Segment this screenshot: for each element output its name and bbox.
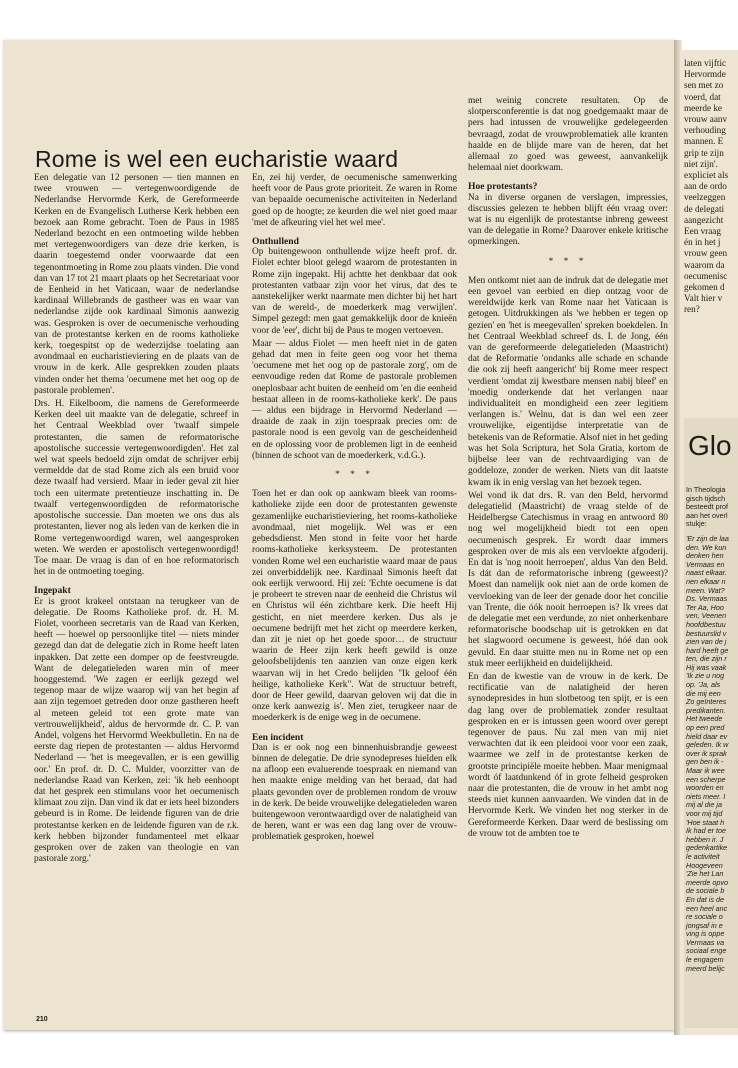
adjacent-text-line: én in het j	[684, 237, 721, 248]
paragraph: Op buitengewoon onthullende wijze heeft prof. dr. Fiolet echter bloot gelegd waarom de protestanten in Rome zijn ingepakt. Hij achtte het denkbaar dat ook protestanten vatbaar zijn voor het virus, dat des te aanstekelijker werkt naarmate men dichter bij het hart van de wereld-, de moederkerk mag verwijlen'. Simpel gezegd: men gaat gemakkelijk door de knieën voor de 'eer', dicht bij de Paus te mogen vertoeven.	[252, 247, 457, 336]
sidebar-body-line: Ter Aa, Hoo	[686, 602, 724, 612]
sidebar-body-line: Ds. Vermaas	[686, 594, 728, 604]
adjacent-text-line: mannen. E	[684, 136, 724, 147]
sidebar-body-line: geleden. Ik w	[686, 740, 729, 750]
sidebar-body-line: predikanten.	[686, 705, 726, 715]
paragraph: En dan de kwestie van de vrouw in de kerk. De rectificatie van de nalatigheid der heren synodepresides in hun slotbetoog ten spijt, er is een dag lang over de problematiek zonder resultaat gesproken en er is intussen geen woord over gerept tegenover de paus. Nu zal men van mij niet verwachten dat ik een pleidooi voor voor een zaak, waarmee we zelf in de protestantse kerken de grootste principiële moeite hebben. Maar menigmaal wordt óf laatdunkend óf in grote felheid gesproken naar die protestanten, die de vrouw in het ambt nog steeds niet kunnen aanvaarden. We vinden dat in de Hervormde Kerk. We vinden het nog sterker in de Gereformeerde Kerken. Daar werd de beslissing om de vrouw tot de ambten toe te	[468, 671, 668, 839]
article-column-2	[252, 173, 457, 1015]
sidebar-body-line: le engagem	[686, 955, 724, 965]
adjacent-text-line: vrouw aanv	[684, 114, 728, 125]
paragraph: Wel vond ik dat drs. R. van den Beld, hervormd delegatielid (Maastricht) de vraag stelde of de Heidelbergse Catechismus in vraag en antwoord 80 nog wel mogelijkheid biedt tot een open oecumenisch gesprek. Er wordt daar immers gesproken over de mis als een vervloekte afgoderij. En dat is 'nog nooit herroepen', aldus Van den Beld. Is dát dan de reformatorische inbreng (geweest)? Moest dan namelijk ook niet aan de orde komen de vervloeking van de leer der genade door het concilie van Trente, die óók nooit herroepen is? Ik vrees dat de delegatie met een verdunde, zo niet onherkenbare reformatorische boodschap uit is getrokken en dat het slagwoord oecumene is geweest, hóé dan ook gevuld. En daar stuitte men nu in Rome net op een stuk meer eerlijkheid en duidelijkheid.	[468, 490, 668, 669]
adjacent-text-line: voerd, dat	[684, 91, 721, 102]
adjacent-text-line: Hervormde	[684, 69, 726, 80]
sidebar-body-line: sociaal enge	[686, 946, 727, 956]
sidebar-body-line: ven, Veenen	[686, 611, 727, 621]
sidebar-body-line: 'Ik zie u nog	[686, 671, 725, 681]
sidebar-body-line: hield daar ev	[686, 731, 728, 741]
adjacent-text-line: veelzeggen	[684, 192, 726, 203]
paragraph: met weinig concrete resultaten. Op de slotpersconferentie is dat nog goedgemaakt maar de pers had intussen de vrouwelijke gedelegeerden bevraagd, zodat de vrouwproblematiek alle kranten haalde en de blijde mare van de heren, dat het allemaal zo goed was geweest, aanvankelijk helemaal niet doorkwam.	[468, 96, 668, 174]
sidebar-body-line: gedenkartike	[686, 843, 728, 853]
sidebar-body-line: mij al die ja	[686, 800, 722, 810]
adjacent-text-line: verhouding	[684, 125, 726, 136]
section-heading: Een incident	[252, 731, 304, 743]
sidebar-body-line: hard heeft ge	[686, 645, 729, 655]
paragraph: Drs. H. Eikelboom, die namens de Gereformeerde Kerken deel uit maakte van de delegatie, schreef in het Centraal Weekblad over 'twaalf simpele protestanten, die samen de reformatorische apostolische successie vertegenwoordigden'. Het zal wel wat speels bedoeld zijn omdat de schrijver erbij vermeldde dat de stad Rome zich als een bruid voor deze twaalf had versierd. Maar in ieder geval zit hier toch een uitermate pretentieuze inschatting in. De twaalf vertegenwoordigden de reformatorische apostolische successie. Dan moeten we ons dus als protestanten, liever nog als leden van de kerken die in Rome vertegenwoordigd waren, wel aangesproken weten. We werden er apostolisch vertegenwoordigd! Toe maar. De vraag is dan of en hoe reformatorisch het in de ontmoeting toeging.	[34, 399, 239, 578]
sidebar-body-line: jongsaf in e	[686, 920, 723, 930]
paragraph: En, zei hij verder, de oecumenische samenwerking heeft voor de Paus grote prioriteit. Ze waren in Rome van bepaalde oecumenische activiteiten in Nederland goed op de hoogte; ze keurden die wel niet goed maar 'met de afkeuring viel het wel mee'.	[252, 173, 457, 228]
sidebar-box-title: Glo	[688, 430, 732, 461]
sidebar-body-line: 'Zie het Lan	[686, 869, 724, 879]
article-column-3	[468, 96, 668, 1014]
sidebar-body-line: le activiteit	[686, 851, 720, 861]
sidebar-box-body	[686, 535, 738, 973]
sidebar-body-line: meerde opvo	[686, 877, 728, 887]
adjacent-text-line: expliciet als	[684, 170, 729, 181]
sidebar-body-line: hebben ir. J	[686, 834, 724, 844]
sidebar-body-line: die mij een	[686, 688, 721, 698]
paragraph: Een delegatie van 12 personen — tien mannen en twee vrouwen — vertegenwoordigende de Nederlandse Hervormde Kerk, de Gereformeerde Kerken en de Evangelisch Lutherse Kerk hebben een bezoek aan Rome gebracht. Toen de Paus in 1985 Nederland bezocht en een ontmoeting wilde hebben met vertegenwoordigers van deze drie kerken, is daarin toegestemd onder voorwaarde dat een tegenontmoeting in Rome zou plaats vinden. Die vond dan van 17 tot 21 maart plaats op het Secretariaat voor de Eenheid in het Vaticaan, waar de nederlandse kardinaal Willebrands de gastheer was en waar van nederlandse zijde ook kardinaal Simonis aanwezig was. Gesproken is over de oecumenische verhouding van de protestantse kerken en de rooms katholieke kerk, toegespitst op de wederzijdse toelating aan avondmaal en eucharistieviering en de plaats van de vrouw in de kerk. Alle gesprekken zouden plaats vinden onder het thema 'oecumene met het oog op de pastorale problemen'.	[34, 173, 239, 396]
sidebar-body-line: Vermaas en	[686, 559, 725, 569]
paragraph: Toen het er dan ook op aankwam bleek van rooms-katholieke zijde een door de protestanten gewenste gezamenlijke eucharistieviering, het rooms-katholieke avondmaal, niet mogelijk. Wel was er een gebedsdienst. Men stond in feite voor het harde rooms-katholieke kerksysteem. De protestanten vonden Rome wel een eucharistie waard maar de paus zei onverbiddelijk nee. Kardinaal Simonis heeft dat ook eerlijk verwoord. Hij zei: 'Echte oecumene is dat je probeert te streven naar de eenheid die Christus wil en Christus wil één zichtbare kerk. Die heeft Hij gesticht, en niet meerdere kerken. Dus als je oecumene bedrijft met het zicht op meerdere kerken, dan zit je niet op het goede spoor… de structuur waarin de Heer zijn kerk heeft gewild is onze geloofsbelijdenis ten aanzien van onze eigen kerk waarvan wij in het Credo belijden "Ik geloof één heilige, katholieke Kerk". Wat de structuur betreft, door de Heer gewild, daarvan geloven wij dat die in onze kerk aanwezig is'. Men ziet, terugkeer naar de moederkerk is de enige weg in de oecumene.	[252, 489, 457, 724]
sidebar-body-line: een scherpe	[686, 774, 726, 784]
sidebar-intro-line: besteedt prof	[686, 502, 728, 512]
sidebar-body-line: ving is oppe	[686, 929, 725, 939]
article-title: Rome is wel een eucharistie waard	[35, 146, 399, 172]
adjacent-text-line: Valt hier v	[684, 293, 723, 304]
sidebar-box-intro	[686, 486, 738, 529]
sidebar-body-line: En dat is de	[686, 894, 724, 904]
sidebar-body-line: nen elkaar n	[686, 576, 726, 586]
sidebar-body-line: Het tweede	[686, 714, 723, 724]
sidebar-body-line: niets meer. I	[686, 791, 726, 801]
sidebar-body-line: een heel anc	[686, 903, 728, 913]
sidebar-body-line: meerd belijc	[686, 963, 725, 973]
sidebar-body-line: re sociale o	[686, 912, 723, 922]
sidebar-body-line: hoofdbestuu	[686, 619, 726, 629]
article-column-1	[34, 173, 239, 1015]
section-divider: * * *	[548, 256, 588, 267]
adjacent-text-line: ren?	[684, 304, 700, 315]
adjacent-text-line: laten vijftic	[684, 58, 727, 68]
sidebar-body-line: zien van de j	[686, 637, 727, 647]
adjacent-text-line: de delegati	[684, 203, 725, 214]
sidebar-body-line: Zo geïnteres	[686, 697, 727, 707]
sidebar-body-line: den. We kun	[686, 542, 727, 552]
sidebar-body-line: gen ben ik -	[686, 757, 724, 767]
section-heading: Onthullend	[252, 236, 299, 248]
sidebar-body-line: meen. Wat?	[686, 585, 725, 595]
sidebar-body-line: 'Hoe staat h	[686, 817, 725, 827]
sidebar-body-line: Hoogeveen	[686, 860, 723, 870]
sidebar-body-line: de sociale b	[686, 886, 725, 896]
sidebar-body-line: voor mij tijd	[686, 808, 723, 818]
adjacent-text-line: vrouw geen	[684, 248, 728, 259]
section-heading: Hoe protestants?	[468, 181, 538, 193]
adjacent-page-column	[684, 58, 736, 378]
section-divider: * * *	[335, 470, 374, 481]
adjacent-text-line: Een vraag	[684, 226, 721, 237]
sidebar-body-line: op een pred	[686, 723, 725, 733]
paragraph: Men ontkomt niet aan de indruk dat de delegatie met een gevoel van eerbied en diep ontzag voor de wereldwijde kerk van Rome naar het Vaticaan is getogen. Uitdrukkingen als 'we hebben er tegen op gezien' en 'het is meegevallen' spreken boekdelen. In het Centraal Weekblad schreef ds. I. de Jong, één van de gereformeerde delegatieleden (Maastricht) dat de Reformatie 'ondanks alle schade en schande die ook zij heeft aangericht' bij Rome meer respect verdient 'omdat zij kwestbare mensen nabij bleef' en 'moedig onderkende dat het verlangen naar individualiteit en mondigheid een zeer legitiem verlangen is.' Welnu, dat is dan wel een zeer vrouwelijke, eigentijdse interpretatie van de betekenis van de Reformatie. Alsof niet in het geding was het Sola Scriptura, het Sola Gratia, kortom de bijbelse leer van de rechtvaardiging van de goddeloze, zonder de werken. Niets van dit laatste kwam ik in enig verslag van het bezoek tegen.	[468, 275, 668, 488]
adjacent-text-line: gekomen d	[684, 282, 725, 293]
adjacent-sidebar-box	[684, 418, 738, 1028]
sidebar-body-line: woorden en	[686, 783, 724, 793]
adjacent-text-line: niet zijn'.	[684, 158, 718, 169]
adjacent-text-line: meerde ke	[684, 102, 723, 113]
sidebar-body-line: denken hen	[686, 551, 724, 561]
sidebar-body-line: op. 'Ja, als	[686, 680, 721, 690]
sidebar-intro-line: aan het overl	[686, 510, 728, 520]
sidebar-body-line: over ik sprak	[686, 748, 727, 758]
sidebar-body-line: 'Er zijn de laa	[686, 533, 729, 543]
sidebar-body-line: naast elkaar.	[686, 568, 727, 578]
paragraph: Na in diverse organen de verslagen, impressies, discussies gelezen te hebben blijft één vraag over: wat is nu eigenlijk de protestantse inbreng geweest van de delegatie in Rome? Daarover enkele kritische opmerkingen.	[468, 192, 668, 248]
sidebar-body-line: bestuurslid v	[686, 628, 727, 638]
adjacent-text-line: waarom da	[684, 259, 725, 270]
sidebar-intro-line: stukje:	[686, 519, 707, 529]
paragraph: Maar — aldus Fiolet — men heeft niet in de gaten gehad dat men in feite geen oog voor het thema 'oecumene met het oog op de pastorale zorg', om de eenvoudige reden dat Rome de pastorale problemen oneplosbaar acht buiten de eenheid om 'en die eenheid bestaat alleen in de rooms-katholieke kerk'. De paus — aldus een bijdrage in Hervormd Nederland — draaide de zaak in zijn toespraak precies om: de pastorale nood is een gevolg van de gescheidenheid en de oplossing voor de problemen ligt in de eenheid (binnen de schoot van de moederkerk, v.d.G.).	[252, 338, 457, 461]
sidebar-body-line: Maar ik wee	[686, 766, 725, 775]
section-heading: Ingepakt	[34, 585, 71, 597]
adjacent-text-line: grip te zijn	[684, 147, 724, 158]
sidebar-intro-line: gisch tijdsch	[686, 493, 726, 503]
adjacent-text-line: aangezicht	[684, 214, 724, 225]
sidebar-intro-line: In Theologia	[686, 485, 726, 494]
sidebar-body-line: Ik had er toe	[686, 826, 726, 836]
adjacent-text-line: sen met zo	[684, 80, 724, 91]
paragraph: Dan is er ook nog een binnenhuisbrandje geweest binnen de delegatie. De drie synodepreses hielden elk na afloop een evaluerende toespraak en niemand van hen maakte enige melding van het beraad, dat had plaats gevonden over de problemen rondom de vrouw in de kerk. De beide vrouwelijke delegatieleden waren buitengewoon verontwaardigd over de nalatigheid van de heren, want er was een dag lang over de vrouw-problematiek gesproken, hoewel	[252, 742, 457, 843]
sidebar-body-line: Vermaas va	[686, 937, 725, 947]
sidebar-body-line: ten, die zijn r	[686, 654, 727, 664]
adjacent-text-line: aan de ordo	[684, 181, 727, 192]
paragraph: Er is groot krakeel ontstaan na terugkeer van de delegatie. De Rooms Katholieke prof. dr. H. M. Fiolet, voorheen secretaris van de Raad van Kerken, heeft — hoewel op persoonlijke titel — niets minder gezegd dan dat de delegatie zich in Rome heeft laten inpakken. Dat zette een domper op de feestvreugde. Want de delegatieleden waren min of meer hooggestemd. 'We zagen er eerlijk gezegd wel tegenop maar de wijze waarop wij van het begin af aan zijn tegemoet getreden door onze gastheren heeft al meteen geleid tot een grote mate van vertrouwelijkheid', aldus de hervormde dr. C. P. van Andel, volgens het Hervormd Weekbulletin. En na de eerste dag riepen de protestanten — aldus Hervormd Nederland — 'het is meegevallen, er is een gewillig oor.' En prof. dr. D. C. Mulder, voorzitter van de nederlandse Raad van Kerken, zei: 'ik heb eenhoopt dat het gesprek een stimulans voor het oecumenisch klimaat zou zijn. Dan vind ik dat er iets heel bizonders gebeurd is in Rome. De leidende figuren van de drie protestantse kerken en de leidende figuren van de r.k. kerk hebben bijzonder fundamenteel met elkaar gesproken over de zaken van theologie en van pastorale zorg.'	[34, 596, 239, 865]
page-number: 210	[36, 1016, 48, 1023]
sidebar-body-line: Hij was vaak	[686, 662, 727, 672]
adjacent-text-line: oecumenisc	[684, 270, 728, 281]
